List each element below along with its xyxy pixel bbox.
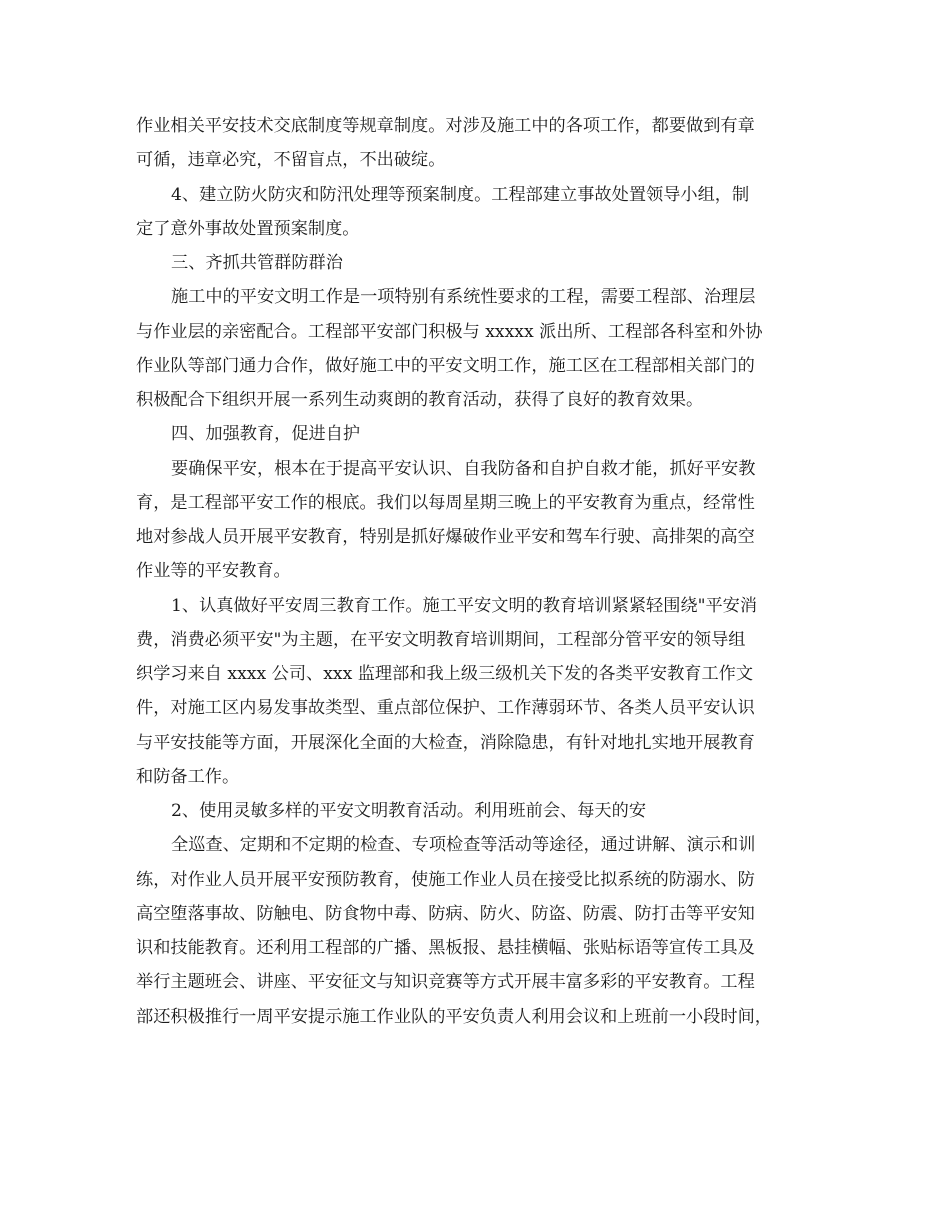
text-line: 作业队等部门通力合作，做好施工中的平安文明工作，施工区在工程部相关部门的 — [136, 355, 755, 376]
text-line: 要确保平安，根本在于提高平安认识、自我防备和自护自救才能，抓好平安教 — [171, 458, 756, 479]
text-line: 1、认真做好平安周三教育工作。施工平安文明的教育培训紧紧轻围绕"平安消 — [171, 595, 758, 616]
section-heading: 三、齐抓共管群防群治 — [171, 253, 343, 273]
text-line: 和防备工作。 — [136, 766, 240, 787]
text-line: 举行主题班会、讲座、平安征文与知识竞赛等方式开展丰富多彩的平安教育。工程 — [136, 972, 755, 993]
text-line: 育，是工程部平安工作的根底。我们以每周星期三晚上的平安教育为重点，经常性 — [136, 492, 755, 513]
text-line: 作业等的平安教育。 — [136, 561, 291, 582]
text-line: 2、使用灵敏多样的平安文明教育活动。利用班前会、每天的安 — [171, 801, 647, 821]
text-line: 高空堕落事故、防触电、防食物中毒、防病、防火、防盗、防震、防打击等平安知 — [136, 903, 755, 924]
text-line: 全巡查、定期和不定期的检查、专项检查等活动等途径，通过讲解、演示和训 — [171, 835, 756, 856]
text-line: 与平安技能等方面，开展深化全面的大检查，消除隐患，有针对地扎实地开展教育 — [136, 732, 755, 753]
text-line: 练，对作业人员开展平安预防教育，使施工作业人员在接受比拟系统的防溺水、防 — [136, 869, 755, 890]
text-line: 地对参战人员开展平安教育，特别是抓好爆破作业平安和驾车行驶、高排架的高空 — [136, 527, 755, 547]
text-line: 4、建立防火防灾和防汛处理等预案制度。工程部建立事故处置领导小组，制 — [171, 184, 750, 205]
text-line: 部还积极推行一周平安提示施工作业队的平安负责人利用会议和上班前一小段时间， — [136, 1006, 772, 1027]
document-body — [0, 109, 950, 1034]
text-line: 识和技能教育。还利用工程部的广播、黑板报、悬挂横幅、张贴标语等宣传工具及 — [136, 938, 755, 958]
text-line: 定了意外事故处置预案制度。 — [136, 218, 360, 239]
text-line: 可循，违章必究，不留盲点，不出破绽。 — [136, 150, 446, 171]
text-line: 件，对施工区内易发事故类型、重点部位保护、工作薄弱环节、各类人员平安认识 — [136, 698, 755, 719]
text-line: 织学习来自 xxxx 公司、xxx 监理部和我上级三级机关下发的各类平安教育工作文 — [136, 664, 754, 684]
text-line: 作业相关平安技术交底制度等规章制度。对涉及施工中的各项工作，都要做到有章 — [136, 116, 755, 136]
text-line: 与作业层的亲密配合。工程部平安部门积极与 xxxxx 派出所、工程部各科室和外协 — [136, 321, 763, 342]
text-line: 积极配合下组织开展一系列生动爽朗的教育活动，获得了良好的教育效果。 — [136, 390, 704, 410]
section-heading: 四、加强教育，促进自护 — [171, 424, 361, 445]
text-line: 费，消费必须平安"为主题，在平安文明教育培训期间，工程部分管平安的领导组 — [136, 629, 746, 650]
text-line: 施工中的平安文明工作是一项特别有系统性要求的工程，需要工程部、治理层 — [171, 287, 756, 308]
